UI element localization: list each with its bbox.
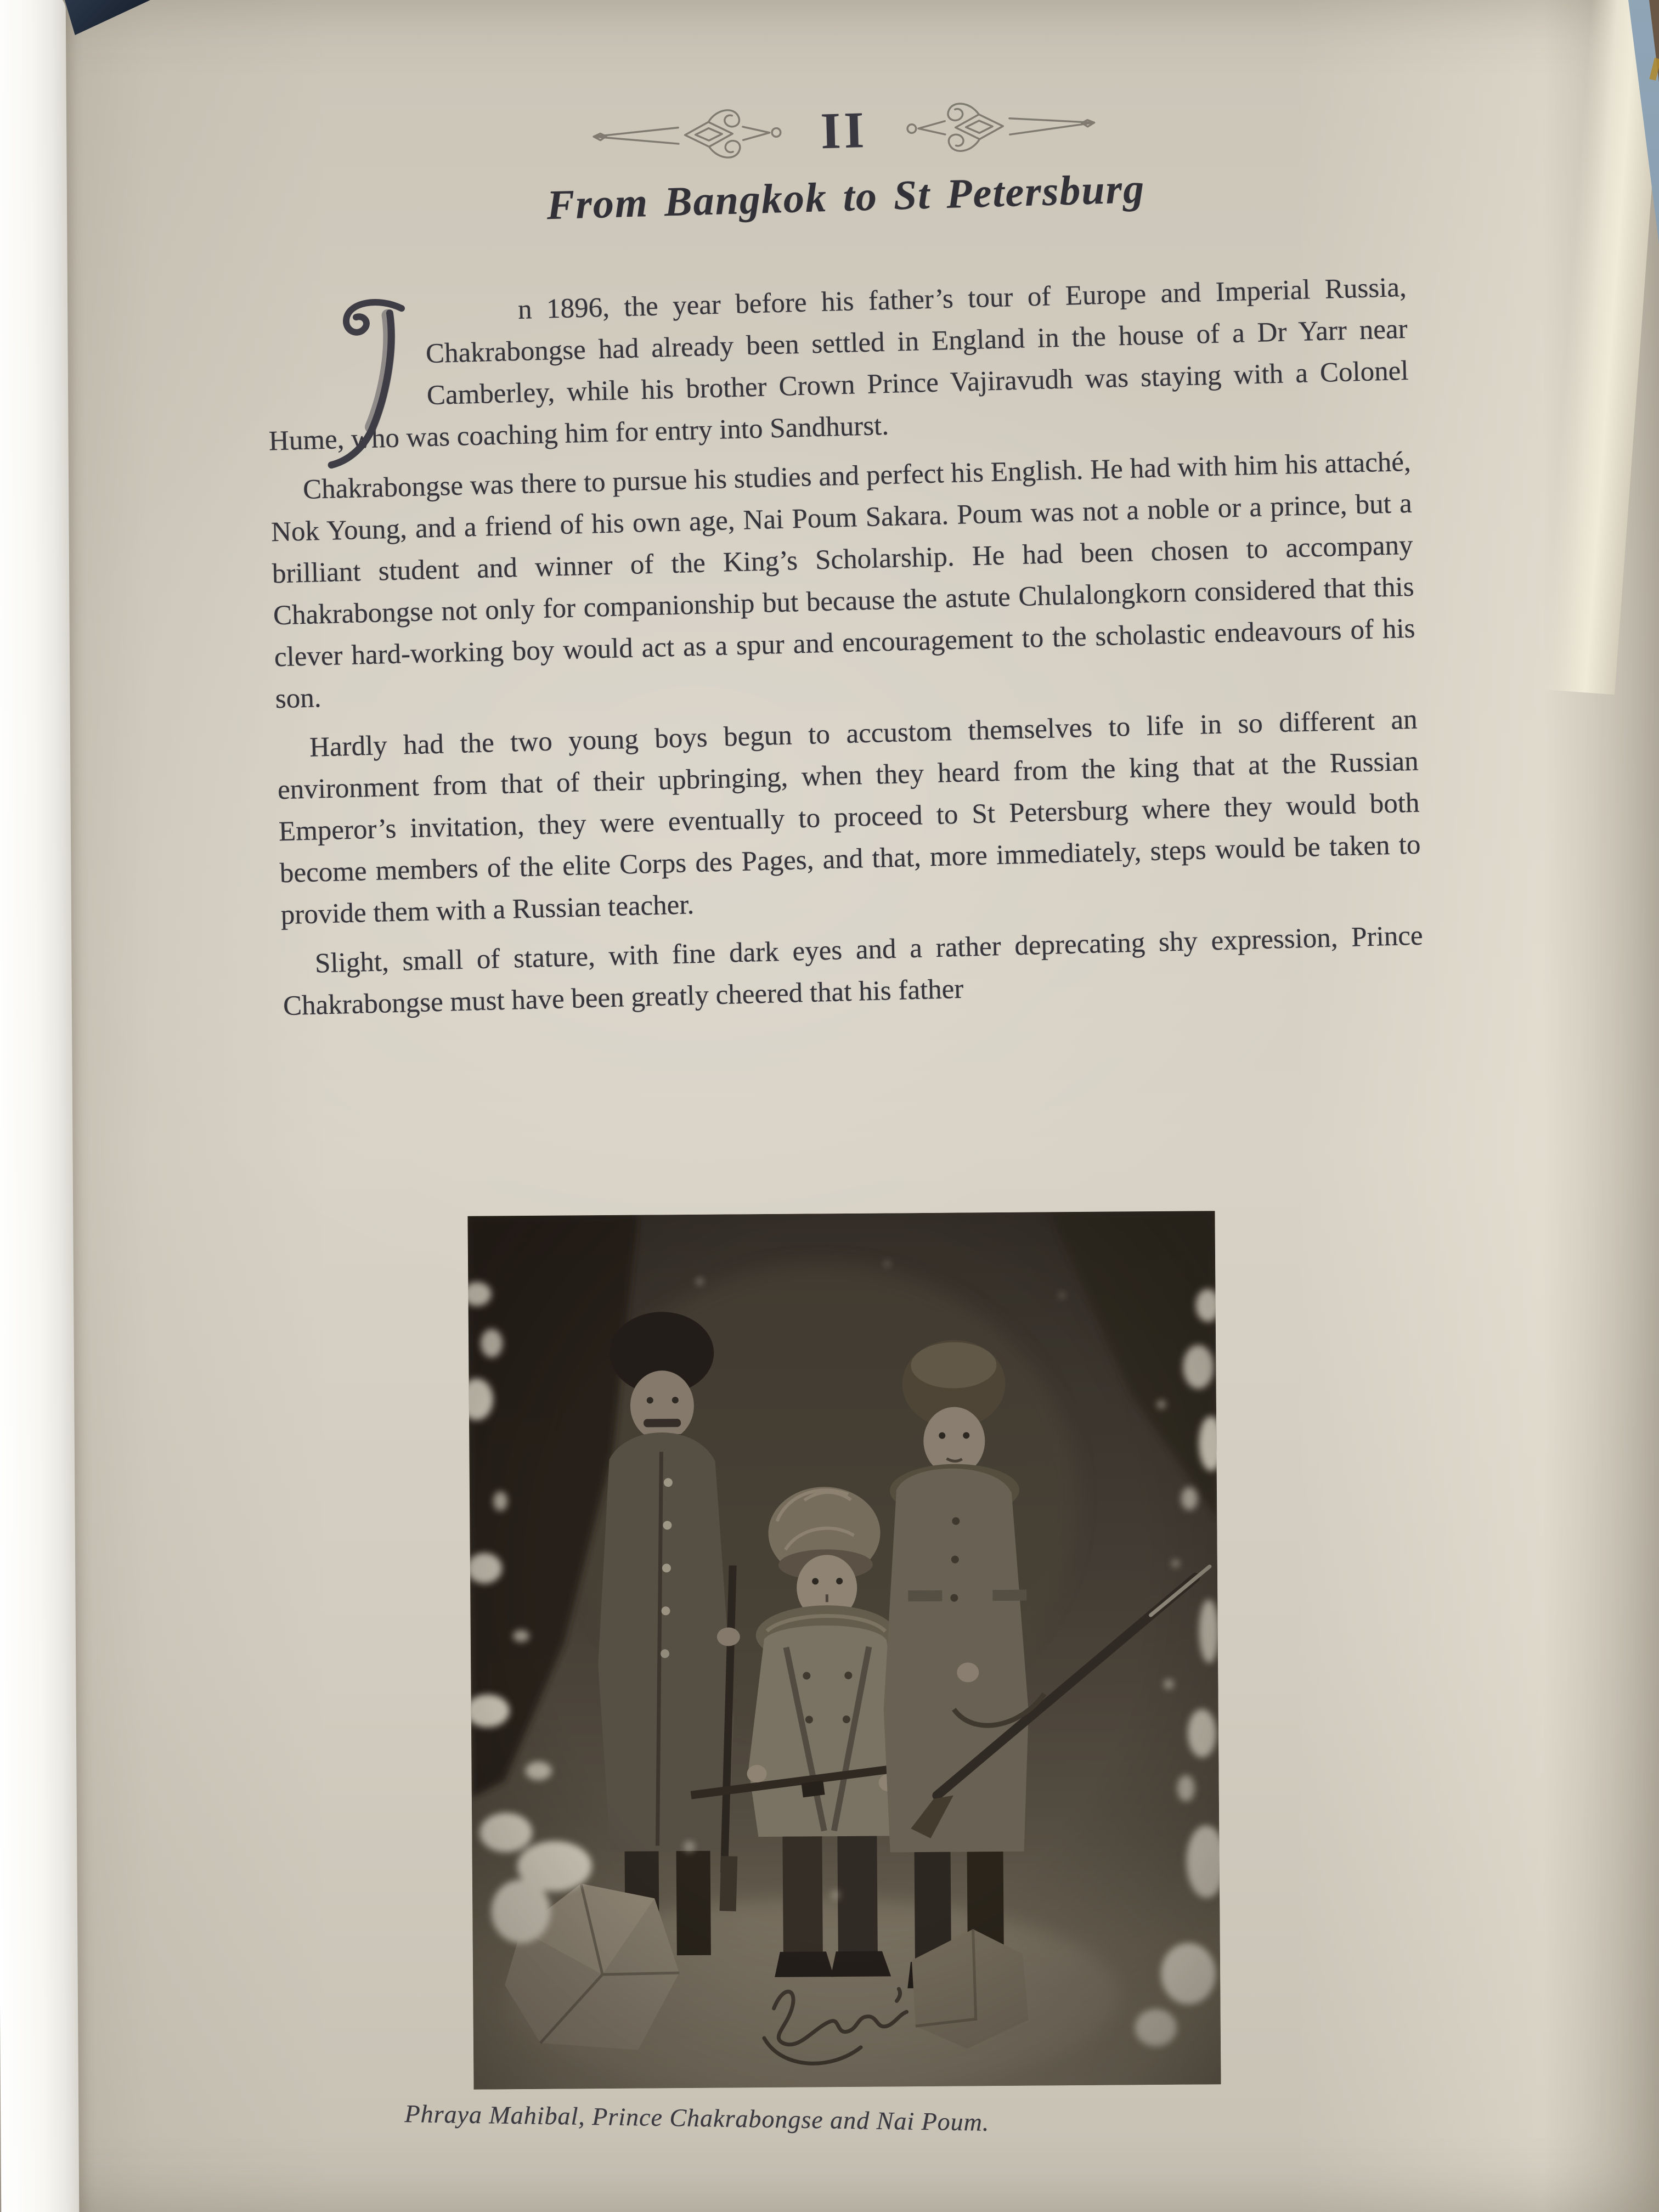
hunting-portrait-photo <box>467 1211 1221 2089</box>
drop-cap <box>265 291 427 417</box>
photo <box>467 1211 1221 2089</box>
photo-caption: Phraya Mahibal, Prince Chakrabongse and Nai Poum. <box>404 2100 990 2136</box>
paragraph: Slight, small of stature, with fine dark eyes and a rather deprecating shy expression, Prince Chakrabongse must have been greatly cheered that his father <box>283 920 1424 1022</box>
body-text <box>265 267 1424 1035</box>
spine-shadow-wedge <box>65 0 150 35</box>
paragraph: Hardly had the two young boys begun to accustom themselves to life in so different an environment from that of their upbringing, when they heard from the king that at the Russian Emperor’s invitation, they were eventually to proceed to St Petersburg where they would both become members of the elite Corps des Pages, and that, more immediately, steps would be taken to provide them with a Russian teacher. <box>277 704 1421 931</box>
chapter-ornament-left-icon <box>579 103 800 166</box>
page-fore-edge <box>1541 0 1659 695</box>
chapter-title: From Bangkok to St Petersburg <box>546 165 1146 229</box>
chapter-number: II <box>820 101 868 160</box>
drop-cap-icon <box>318 296 418 473</box>
paragraph: n 1896, the year before his father’s tour of Europe and Imperial Russia, Chakrabongse had already been settled in England in the house of a Dr Yarr near Camberley, while his brother Crown Prince Vajiravudh was staying with a Colonel Hume, who was coaching him for entry into Sandhurst. <box>268 272 1409 457</box>
facing-page-edge <box>0 0 79 2212</box>
paragraph: Chakrabongse was there to pursue his studies and perfect his English. He had with him his attaché, Nok Young, and a friend of his own age, Nai Poum Sakara. Poum was not a noble or a prince, but a brilliant student and winner of the King’s Scholarship. He had been chosen to accompany Chakrabongse not only for companionship but because the astute Chulalongkorn considered that this clever hard-working boy would act as a spur and encouragement to the scholastic endeavours of his son. <box>270 446 1416 715</box>
chapter-heading <box>273 86 1417 237</box>
chapter-ornament-right-icon <box>889 95 1110 158</box>
